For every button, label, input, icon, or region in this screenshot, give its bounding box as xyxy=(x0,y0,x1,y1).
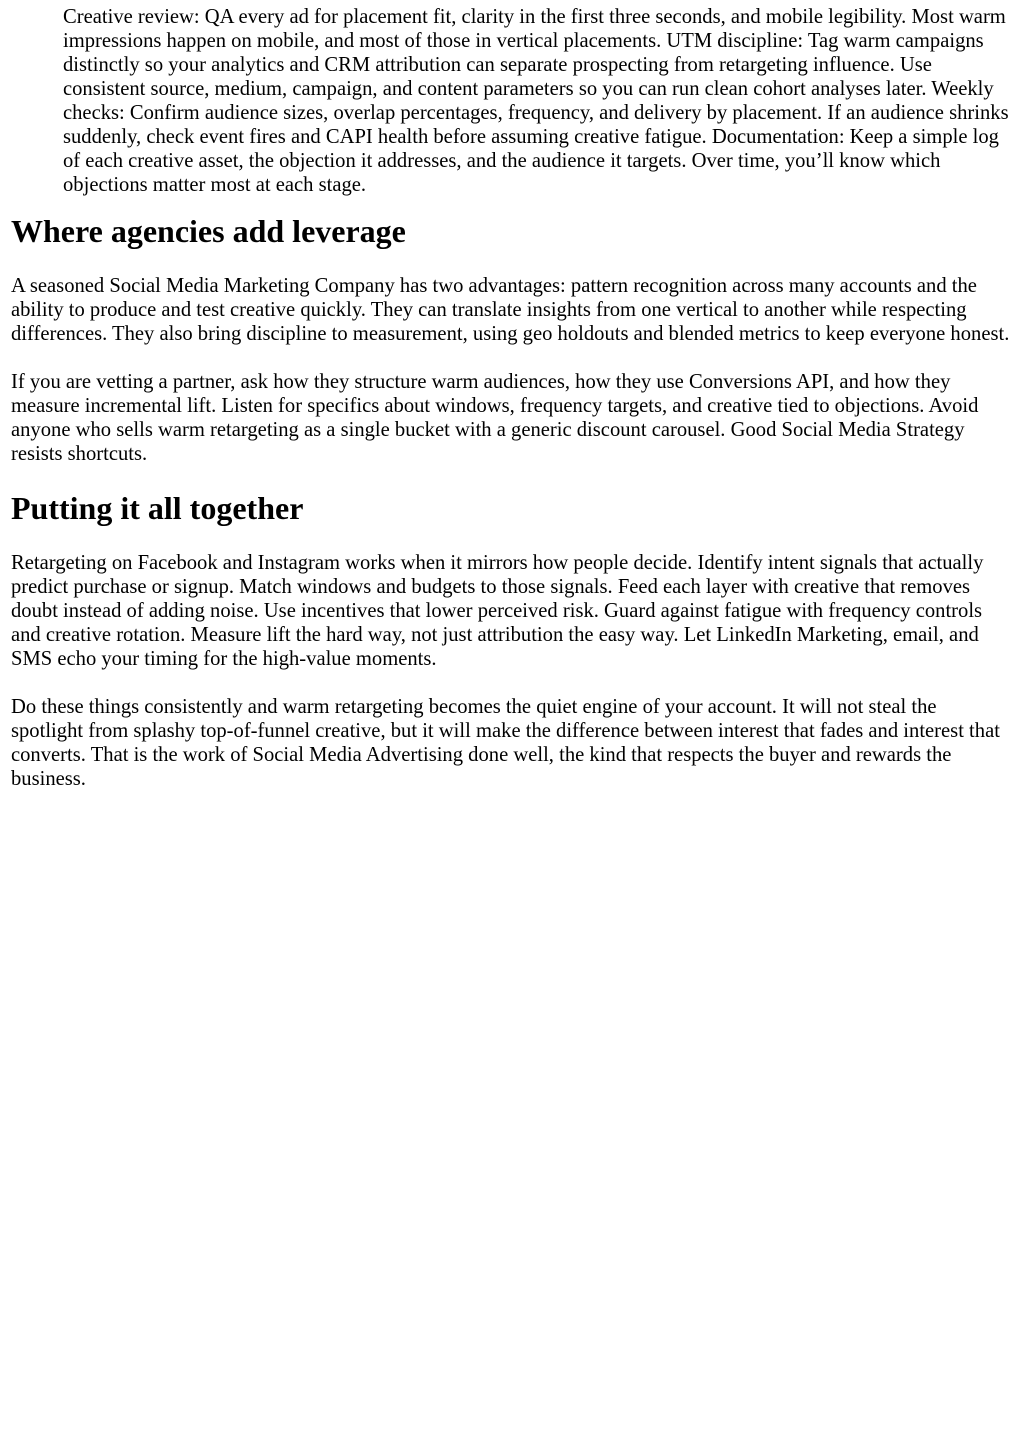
paragraph-agencies-advantages: A seasoned Social Media Marketing Company has two advantages: pattern recognition across many accounts and the ability to produce and test creative quickly. They can translate insights from one vertical to another while respecting differences. They also bring discipline to measurement, using geo holdouts and blended metrics to keep everyone honest. xyxy=(11,275,1010,345)
section-heading-where-agencies-add-leverage: Where agencies add leverage xyxy=(11,213,406,249)
paragraph-vetting-a-partner: If you are vetting a partner, ask how they structure warm audiences, how they use Conversions API, and how they measure incremental lift. Listen for specifics about windows, frequency targets, and creative tied to objections. Avoid anyone who sells warm retargeting as a single bucket with a generic discount carousel. Good Social Media Strategy resists shortcuts. xyxy=(11,371,979,465)
list-continuation-paragraph: Creative review: QA every ad for placement fit, clarity in the first three seconds, and mobile legibility. Most warm impressions happen on mobile, and most of those in vertical placements. UTM discipline: Tag warm campaigns distinctly so your analytics and CRM attribution can separate prospecting from retargeting influence. Use consistent source, medium, campaign, and content parameters so you can run clean cohort analyses later. Weekly checks: Confirm audience sizes, overlap percentages, frequency, and delivery by placement. If an audience shrinks suddenly, check event fires and CAPI health before assuming creative fatigue. Documentation: Keep a simple log of each creative asset, the objection it addresses, and the audience it targets. Over time, you’ll know which objections matter most at each stage. xyxy=(63,6,1009,196)
paragraph-closing: Do these things consistently and warm retargeting becomes the quiet engine of your account. It will not steal the spotlight from splashy top-of-funnel creative, but it will make the difference between interest that fades and interest that converts. That is the work of Social Media Advertising done well, the kind that respects the buyer and rewards the business. xyxy=(11,696,1000,790)
paragraph-retargeting-summary: Retargeting on Facebook and Instagram works when it mirrors how people decide. Identify intent signals that actually predict purchase or signup. Match windows and budgets to those signals. Feed each layer with creative that removes doubt instead of adding noise. Use incentives that lower perceived risk. Guard against fatigue with frequency controls and creative rotation. Measure lift the hard way, not just attribution the easy way. Let LinkedIn Marketing, email, and SMS echo your timing for the high-value moments. xyxy=(11,552,984,670)
section-heading-putting-it-all-together: Putting it all together xyxy=(11,490,304,526)
